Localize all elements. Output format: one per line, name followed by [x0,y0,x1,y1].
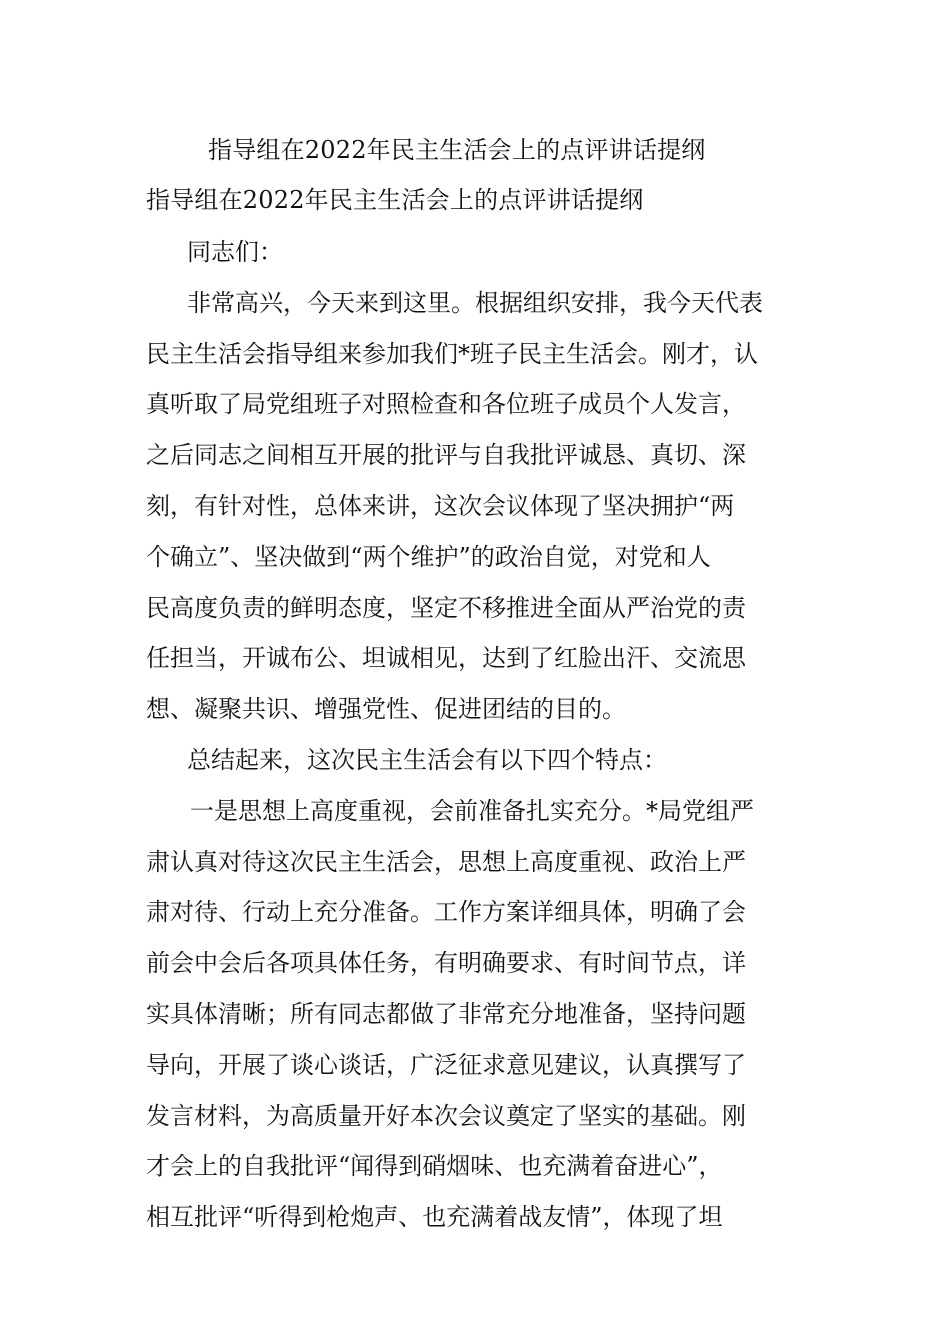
text-line: 一是思想上高度重视，会前准备扎实充分。*局党组严 [190,796,754,825]
text-line: 民主生活会指导组来参加我们*班子民主生活会。刚才，认 [146,339,758,368]
text-line: 真听取了局党组班子对照检查和各位班子成员个人发言， [146,390,746,419]
text-line: 想、凝聚共识、增强党性、促进团结的目的。 [146,695,626,724]
text-line: 民高度负责的鲜明态度，坚定不移推进全面从严治党的责 [146,593,746,622]
document-subtitle: 指导组在2022年民主生活会上的点评讲话提纲 [146,186,644,214]
document-title: 指导组在2022年民主生活会上的点评讲话提纲 [208,136,706,164]
document-body [146,227,826,1243]
text-line: 之后同志之间相互开展的批评与自我批评诚恳、真切、深 [146,441,746,470]
text-line: 肃认真对待这次民主生活会，思想上高度重视、政治上严 [146,847,746,876]
text-line: 导向，开展了谈心谈话，广泛征求意见建议，认真撰写了 [146,1050,746,1079]
text-line: 非常高兴，今天来到这里。根据组织安排，我今天代表 [187,288,763,317]
text-line: 发言材料，为高质量开好本次会议奠定了坚实的基础。刚 [146,1101,746,1130]
text-line: 相互批评“听得到枪炮声、也充满着战友情”，体现了坦 [146,1203,723,1232]
text-line: 肃对待、行动上充分准备。工作方案详细具体，明确了会 [146,898,746,927]
text-line: 总结起来，这次民主生活会有以下四个特点： [187,745,667,774]
text-line: 刻，有针对性，总体来讲，这次会议体现了坚决拥护“两 [146,491,735,520]
salutation-line: 同志们： [187,238,283,266]
text-line: 才会上的自我批评“闻得到硝烟味、也充满着奋进心”， [146,1152,723,1181]
text-line: 前会中会后各项具体任务，有明确要求、有时间节点，详 [146,949,746,978]
text-line: 个确立”、坚决做到“两个维护”的政治自觉，对党和人 [146,542,711,571]
text-line: 实具体清晰；所有同志都做了非常充分地准备，坚持问题 [146,999,746,1028]
text-line: 任担当，开诚布公、坦诚相见，达到了红脸出汗、交流思 [146,644,746,673]
